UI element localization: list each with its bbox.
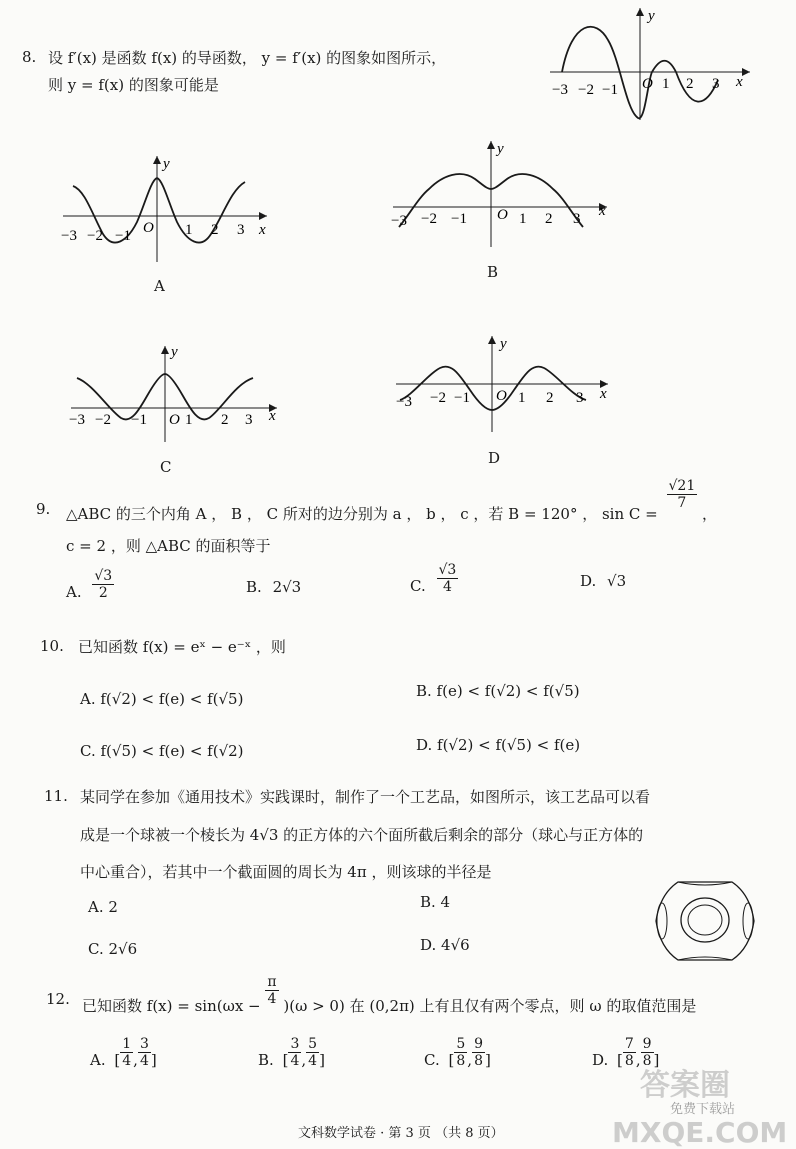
q12-stem-a: 已知函数 f(x) = sin(ωx − xyxy=(82,996,261,1015)
graph-d-tick-neg3: −3 xyxy=(396,394,412,410)
q9-option-b[interactable] xyxy=(246,578,301,596)
graph-d-origin: O xyxy=(496,388,507,404)
graph-x-label: x xyxy=(736,74,743,90)
q9-option-a[interactable] xyxy=(66,568,114,601)
q8-label-d: D xyxy=(488,449,501,467)
q11-stem-line1: 某同学在参加《通用技术》实践课时，制作了一个工艺品，如图所示，该工艺品可以看 xyxy=(80,788,651,806)
q9-stem-text: △ABC 的三个内角 A ， B ， C 所对的边分别为 a ， b ， c ，若 B = 120° ， sin C = xyxy=(66,504,658,523)
q9-option-c[interactable] xyxy=(410,562,458,595)
q9-a-label: A. xyxy=(66,582,82,601)
q12-b-n2: 5 xyxy=(308,1036,318,1052)
graph-b-tick-1: 1 xyxy=(519,211,527,227)
q12-stem xyxy=(82,974,697,1015)
q11-craft-figure xyxy=(650,876,760,966)
graph-c-origin: O xyxy=(169,412,180,428)
q8-option-c-graph xyxy=(65,340,285,445)
graph-a-tick-1: 1 xyxy=(185,222,193,238)
q10-stem: 已知函数 f(x) = eˣ − e⁻ˣ ，则 xyxy=(78,638,286,656)
q9-d-label: D. xyxy=(580,572,597,590)
graph-a-tick-neg3: −3 xyxy=(61,228,77,244)
graph-c-tick-neg2: −2 xyxy=(95,412,111,428)
q9-a-num: √3 xyxy=(94,568,113,584)
q8-stem-line1: 设 f′(x) 是函数 f(x) 的导函数， y = f′(x) 的图象如图所示， xyxy=(48,49,447,67)
q10-option-d[interactable]: D. f(√2) < f(√5) < f(e) xyxy=(416,736,581,754)
q12-c-label: C. xyxy=(424,1050,440,1069)
q9-a-den: 2 xyxy=(98,585,108,601)
graph-c-tick-neg3: −3 xyxy=(69,412,85,428)
graph-b-tick-neg3: −3 xyxy=(391,213,407,229)
q12-d-d2: 8 xyxy=(642,1053,652,1069)
q9-sin-num: √21 xyxy=(668,478,696,494)
q8-option-a-graph xyxy=(55,150,275,265)
q12-pi-fraction xyxy=(265,974,278,1007)
q9-c-num: √3 xyxy=(438,562,457,578)
q10-option-c[interactable]: C. f(√5) < f(e) < f(√2) xyxy=(80,742,244,760)
graph-c-tick-3: 3 xyxy=(245,412,253,428)
watermark-site: MXQE.COM xyxy=(612,1116,788,1149)
q9-stem-end: ， xyxy=(702,504,718,523)
graph-b-origin: O xyxy=(497,207,508,223)
q12-c-n1: 5 xyxy=(456,1036,466,1052)
graph-d-tick-neg2: −2 xyxy=(430,390,446,406)
graph-c-tick-2: 2 xyxy=(221,412,229,428)
tick-3: 3 xyxy=(712,76,720,92)
graph-c-x: x xyxy=(269,408,276,424)
q9-stem-line2: c = 2 ，则 △ABC 的面积等于 xyxy=(66,537,271,555)
q12-d-n2: 9 xyxy=(642,1036,652,1052)
q9-sin-den: 7 xyxy=(677,495,687,511)
q12-b-label: B. xyxy=(258,1050,274,1069)
q12-d-label: D. xyxy=(592,1050,609,1069)
q9-c-label: C. xyxy=(410,576,426,595)
q9-number: 9. xyxy=(36,500,51,518)
graph-d-y: y xyxy=(500,336,507,352)
q11-stem-line2: 成是一个球被一个棱长为 4√3 的正方体的六个面所截后剩余的部分（球心与正方体的 xyxy=(80,826,644,844)
graph-b-tick-neg1: −1 xyxy=(451,211,467,227)
q12-c-n2: 9 xyxy=(474,1036,483,1052)
graph-y-label: y xyxy=(648,8,655,24)
q12-option-b[interactable]: B. [ $\frac{3}{4}$ , $\frac{5}{4}$ ] xyxy=(258,1036,325,1069)
q12-a-n2: 3 xyxy=(139,1036,149,1052)
graph-b-tick-neg2: −2 xyxy=(421,211,437,227)
graph-a-tick-neg1: −1 xyxy=(115,228,131,244)
q12-pi-num: π xyxy=(267,974,277,990)
q8-option-b-graph xyxy=(385,135,615,250)
graph-a-y: y xyxy=(163,156,170,172)
graph-d-x: x xyxy=(600,386,607,402)
q8-label-a: A xyxy=(154,277,165,295)
graph-a-tick-3: 3 xyxy=(237,222,245,238)
q12-c-d1: 8 xyxy=(456,1053,466,1069)
q12-stem-b: )(ω > 0) 在 (0,2π) 上有且仅有两个零点，则 ω 的取值范围是 xyxy=(283,996,697,1015)
q12-a-d1: 4 xyxy=(122,1053,132,1069)
q12-option-d[interactable]: D. [ $\frac{7}{8}$ , $\frac{9}{8}$ ] xyxy=(592,1036,660,1069)
q12-pi-den: 4 xyxy=(267,991,277,1007)
graph-origin: O xyxy=(642,76,653,92)
q12-b-d2: 4 xyxy=(308,1053,318,1069)
q11-stem-line3: 中心重合），若其中一个截面圆的周长为 4π ，则该球的半径是 xyxy=(80,863,492,881)
q9-a-fraction xyxy=(92,568,114,601)
q12-b-d1: 4 xyxy=(290,1053,300,1069)
q8-derivative-graph xyxy=(540,0,760,125)
q12-a-d2: 4 xyxy=(139,1053,149,1069)
q12-number: 12. xyxy=(46,990,70,1008)
graph-b-tick-2: 2 xyxy=(545,211,553,227)
q11-option-c[interactable]: C. 2√6 xyxy=(88,940,138,958)
q9-option-d[interactable] xyxy=(580,572,626,590)
q10-option-a[interactable]: A. f(√2) < f(e) < f(√5) xyxy=(80,690,244,708)
tick-neg1: −1 xyxy=(602,82,618,98)
graph-d-tick-1: 1 xyxy=(518,390,526,406)
q11-option-b[interactable]: B. 4 xyxy=(420,893,451,911)
page-footer: 文科数学试卷 · 第 3 页 （共 8 页） xyxy=(298,1126,504,1141)
q9-c-fraction xyxy=(437,562,459,595)
q9-stem-line1 xyxy=(66,478,718,523)
q11-number: 11. xyxy=(44,787,68,805)
graph-c-y: y xyxy=(171,344,178,360)
q10-option-b[interactable]: B. f(e) < f(√2) < f(√5) xyxy=(416,682,580,700)
q11-option-d[interactable]: D. 4√6 xyxy=(420,936,470,954)
q11-option-a[interactable]: A. 2 xyxy=(88,898,118,916)
q12-a-n1: 1 xyxy=(122,1036,132,1052)
q12-d-n1: 7 xyxy=(624,1036,634,1052)
q9-b-label: B. xyxy=(246,578,262,596)
q8-label-b: B xyxy=(487,263,499,281)
q8-option-d-graph xyxy=(390,330,615,435)
graph-b-tick-3: 3 xyxy=(573,211,581,227)
q10-number: 10. xyxy=(40,637,64,655)
tick-1: 1 xyxy=(662,76,670,92)
graph-a-tick-2: 2 xyxy=(211,222,219,238)
graph-c-tick-1: 1 xyxy=(185,412,193,428)
watermark-logo: 答案圈 xyxy=(640,1068,730,1103)
q12-b-n1: 3 xyxy=(290,1036,300,1052)
q9-c-den: 4 xyxy=(442,579,452,595)
q12-a-label: A. xyxy=(90,1050,106,1069)
tick-neg3: −3 xyxy=(552,82,568,98)
graph-b-y: y xyxy=(497,141,504,157)
q9-sin-fraction xyxy=(667,478,698,511)
graph-c-tick-neg1: −1 xyxy=(131,412,147,428)
q8-label-c: C xyxy=(160,458,172,476)
graph-a-tick-neg2: −2 xyxy=(87,228,103,244)
tick-2: 2 xyxy=(686,76,694,92)
graph-a-origin: O xyxy=(143,220,154,236)
q9-d-value: √3 xyxy=(607,572,627,590)
q9-b-value: 2√3 xyxy=(272,578,302,596)
q12-option-a[interactable]: A. [ $\frac{1}{4}$ , $\frac{3}{4}$ ] xyxy=(90,1036,157,1069)
q12-option-c[interactable]: C. [ $\frac{5}{8}$ , $\frac{9}{8}$ ] xyxy=(424,1036,491,1069)
graph-d-tick-2: 2 xyxy=(546,390,554,406)
graph-b-x: x xyxy=(599,203,606,219)
q8-stem-line2: 则 y = f(x) 的图象可能是 xyxy=(48,76,219,94)
q12-c-d2: 8 xyxy=(474,1053,483,1069)
q12-d-d1: 8 xyxy=(624,1053,634,1069)
q8-number: 8. xyxy=(22,48,37,66)
tick-neg2: −2 xyxy=(578,82,594,98)
watermark-tag: 免费下载站 xyxy=(670,1102,736,1117)
graph-d-tick-3: 3 xyxy=(576,390,584,406)
graph-a-x: x xyxy=(259,222,266,238)
graph-d-tick-neg1: −1 xyxy=(454,390,470,406)
